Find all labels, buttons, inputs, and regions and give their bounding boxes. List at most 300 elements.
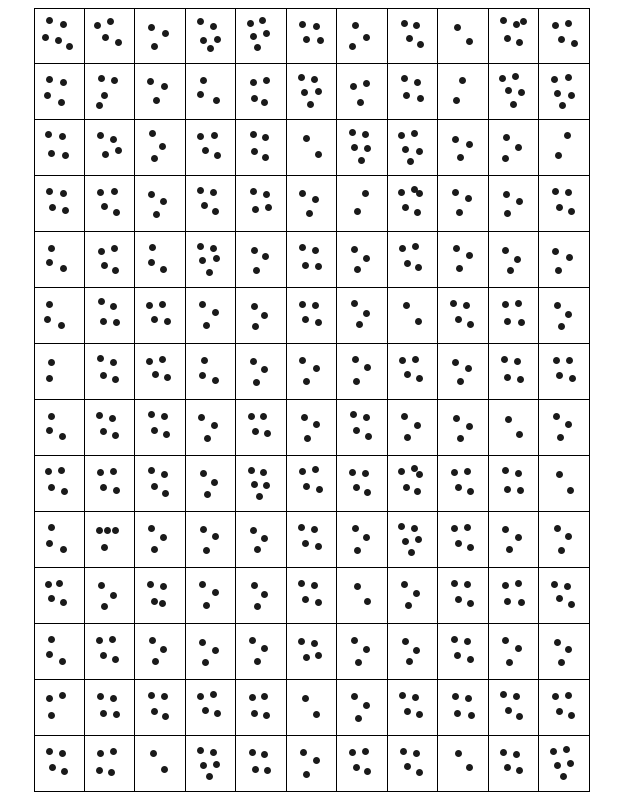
dot-mark [552,22,559,29]
dot-mark [303,654,310,661]
dot-mark [251,481,258,488]
dot-mark [210,23,217,30]
dot-cell [489,680,540,736]
dot-mark [404,371,411,378]
dot-mark [160,198,167,205]
dot-mark [453,415,460,422]
dot-mark [213,97,220,104]
dot-mark [162,30,169,37]
dot-cell [135,8,186,64]
dot-mark [211,422,218,429]
dot-mark [504,318,511,325]
dot-mark [202,147,209,154]
dot-cell [34,176,85,232]
dot-cell [388,624,439,680]
dot-cell [539,288,590,344]
dot-mark [416,769,423,776]
dot-mark [113,711,120,718]
dot-mark [251,710,258,717]
dot-mark [507,267,514,274]
dot-mark [265,204,272,211]
dot-cell [388,232,439,288]
dot-mark [452,359,459,366]
dot-mark [465,695,472,702]
dot-cell [236,512,287,568]
dot-mark [565,74,572,81]
dot-mark [501,356,508,363]
dot-mark [311,582,318,589]
dot-mark [60,265,67,272]
dot-mark [262,154,269,161]
dot-cell [186,8,237,64]
dot-mark [402,204,409,211]
dot-mark [463,302,470,309]
dot-cell [186,64,237,120]
dot-mark [402,638,409,645]
dot-mark [149,130,156,137]
dot-mark [206,773,213,780]
dot-mark [362,470,369,477]
dot-mark [505,416,512,423]
dot-mark [503,191,510,198]
dot-mark [451,525,458,532]
dot-mark [111,245,118,252]
dot-mark [412,356,419,363]
dot-cell [388,8,439,64]
dot-mark [414,422,421,429]
dot-mark [567,760,574,767]
dot-mark [516,39,523,46]
dot-mark [59,133,66,140]
dot-cell [388,512,439,568]
dot-mark [101,92,108,99]
dot-mark [363,80,370,87]
dot-cell [489,624,540,680]
dot-mark [48,712,55,719]
dot-mark [559,102,566,109]
dot-mark [452,136,459,143]
dot-mark [110,303,117,310]
dot-cell [236,120,287,176]
dot-mark [214,152,221,159]
dot-cell [489,456,540,512]
dot-mark [197,747,204,754]
dot-mark [151,483,158,490]
dot-mark [248,413,255,420]
dot-mark [249,694,256,701]
dot-mark [415,536,422,543]
dot-mark [513,21,520,28]
dot-mark [351,246,358,253]
dot-mark [558,36,565,43]
dot-mark [413,647,420,654]
dot-mark [161,693,168,700]
dot-cell [287,64,338,120]
dot-cell [287,8,338,64]
dot-cell [489,232,540,288]
dot-mark [403,484,410,491]
dot-mark [350,83,357,90]
dot-mark [49,204,56,211]
dot-mark [402,146,409,153]
dot-mark [353,484,360,491]
dot-mark [199,257,206,264]
dot-cell [135,400,186,456]
dot-mark [46,427,53,434]
dot-mark [98,298,105,305]
dot-mark [256,493,263,500]
dot-mark [46,651,53,658]
dot-mark [399,692,406,699]
dot-mark [56,580,63,587]
dot-cell [186,400,237,456]
dot-mark [312,302,319,309]
dot-cell [34,736,85,792]
dot-mark [351,144,358,151]
dot-mark [500,749,507,756]
dot-mark [262,134,269,141]
dot-cell [438,568,489,624]
dot-mark [299,301,306,308]
dot-cell [388,288,439,344]
dot-cell [186,176,237,232]
dot-mark [210,245,217,252]
dot-mark [352,22,359,29]
dot-mark [464,638,471,645]
dot-mark [151,43,158,50]
dot-mark [558,659,565,666]
dot-mark [45,581,52,588]
dot-cell [388,344,439,400]
dot-mark [301,89,308,96]
dot-mark [464,468,471,475]
dot-cell [85,568,136,624]
dot-mark [148,467,155,474]
dot-mark [516,713,523,720]
dot-cell [236,8,287,64]
dot-mark [304,435,311,442]
dot-cell [539,680,590,736]
dot-mark [251,247,258,254]
dot-mark [510,101,517,108]
dot-cell [34,288,85,344]
dot-mark [251,148,258,155]
dot-mark [101,544,108,551]
dot-mark [554,762,561,769]
dot-mark [66,43,73,50]
dot-mark [146,302,153,309]
dot-cell [337,232,388,288]
dot-cell [388,400,439,456]
dot-cell [287,400,338,456]
dot-mark [558,547,565,554]
dot-mark [456,209,463,216]
dot-mark [565,533,572,540]
dot-mark [110,359,117,366]
dot-mark [467,544,474,551]
dot-mark [100,372,107,379]
dot-cell [388,680,439,736]
dot-cell [287,176,338,232]
dot-cell [489,120,540,176]
dot-mark [250,33,257,40]
dot-mark [315,543,322,550]
dot-mark [260,413,267,420]
dot-cell [135,512,186,568]
dot-cell [539,736,590,792]
dot-mark [565,692,572,699]
dot-cell [438,232,489,288]
dot-mark [464,581,471,588]
dot-mark [159,600,166,607]
dot-cell [287,512,338,568]
dot-mark [153,211,160,218]
dot-cell [34,680,85,736]
dot-mark [403,302,410,309]
dot-cell [85,512,136,568]
dot-cell [337,288,388,344]
dot-cell [236,736,287,792]
dot-mark [250,188,257,195]
dot-mark [302,540,309,547]
dot-cell [337,624,388,680]
dot-mark [214,710,221,717]
dot-cell [287,736,338,792]
dot-mark [552,248,559,255]
dot-cell [236,232,287,288]
dot-mark [455,484,462,491]
dot-mark [500,691,507,698]
dot-mark [200,77,207,84]
dot-mark [349,749,356,756]
dot-mark [363,310,370,317]
dot-mark [515,580,522,587]
dot-mark [210,189,217,196]
dot-cell [186,288,237,344]
dot-mark [467,321,474,328]
dot-mark [161,471,168,478]
dot-cell [438,736,489,792]
dot-mark [164,318,171,325]
dot-mark [197,133,204,140]
dot-mark [199,301,206,308]
dot-mark [46,259,53,266]
dot-mark [467,656,474,663]
dot-cell [337,8,388,64]
dot-mark [552,693,559,700]
dot-mark [313,365,320,372]
dot-cell [539,120,590,176]
dot-mark [111,77,118,84]
dot-mark [454,652,461,659]
dot-mark [212,208,219,215]
dot-mark [403,92,410,99]
dot-mark [96,102,103,109]
dot-mark [518,319,525,326]
dot-mark [311,76,318,83]
dot-mark [515,300,522,307]
dot-mark [398,189,405,196]
dot-cell [85,680,136,736]
dot-mark [96,412,103,419]
dot-mark [261,99,268,106]
dot-cell [186,232,237,288]
dot-mark [358,157,365,164]
dot-mark [149,637,156,644]
dot-mark [354,583,361,590]
dot-cell [236,64,287,120]
dot-mark [353,378,360,385]
dot-mark [261,535,268,542]
dot-mark [113,209,120,216]
dot-mark [203,602,210,609]
dot-mark [457,378,464,385]
dot-mark [312,247,319,254]
dot-mark [251,303,258,310]
dot-mark [315,151,322,158]
dot-cell [34,344,85,400]
dot-mark [97,469,104,476]
dot-mark [467,600,474,607]
dot-cell [539,176,590,232]
dot-mark [512,73,519,80]
dot-mark [197,187,204,194]
dot-mark [411,525,418,532]
dot-mark [556,471,563,478]
dot-mark [201,357,208,364]
dot-mark [466,423,473,430]
dot-mark [199,581,206,588]
dot-mark [151,155,158,162]
dot-mark [197,18,204,25]
dot-mark [414,79,421,86]
dot-cell [85,288,136,344]
dot-mark [251,95,258,102]
dot-mark [303,36,310,43]
dot-cell [34,568,85,624]
dot-mark [207,45,214,52]
dot-mark [453,97,460,104]
dot-mark [299,468,306,475]
dot-mark [198,414,205,421]
dot-mark [355,659,362,666]
dot-mark [98,248,105,255]
dot-mark [556,204,563,211]
dot-mark [252,206,259,213]
dot-mark [554,302,561,309]
dot-mark [148,411,155,418]
dot-mark [353,427,360,434]
dot-mark [100,318,107,325]
dot-mark [401,413,408,420]
dot-cell [337,680,388,736]
dot-mark [550,748,557,755]
dot-mark [560,773,567,780]
dot-mark [452,693,459,700]
dot-cell [135,232,186,288]
dot-mark [313,757,320,764]
dot-cell [489,8,540,64]
dot-mark [112,376,119,383]
dot-mark [110,136,117,143]
dot-mark [150,750,157,757]
dot-mark [161,766,168,773]
dot-mark [48,484,55,491]
dot-mark [261,645,268,652]
dot-mark [299,357,306,364]
dot-mark [457,435,464,442]
dot-mark [357,99,364,106]
dot-cell [85,344,136,400]
dot-mark [362,190,369,197]
dot-cell [539,624,590,680]
dot-mark [313,23,320,30]
dot-mark [101,203,108,210]
dot-cell [438,344,489,400]
dot-mark [452,189,459,196]
dot-cell [388,456,439,512]
dot-mark [115,147,122,154]
dot-mark [60,21,67,28]
dot-cell [337,512,388,568]
dot-mark [46,695,53,702]
dot-cell [539,568,590,624]
dot-cell [388,736,439,792]
dot-mark [149,244,156,251]
dot-mark [254,546,261,553]
dot-mark [46,301,53,308]
dot-mark [398,132,405,139]
dot-mark [315,88,322,95]
dot-cell [438,8,489,64]
dot-cell [388,64,439,120]
dot-mark [298,580,305,587]
dot-mark [59,750,66,757]
dot-mark [46,17,53,24]
dot-cell [287,568,338,624]
dot-mark [413,22,420,29]
dot-mark [514,358,521,365]
dot-cell [236,176,287,232]
dot-mark [96,527,103,534]
dot-cell [34,456,85,512]
dot-mark [212,309,219,316]
dot-mark [48,413,55,420]
dot-mark [565,646,572,653]
dot-mark [516,431,523,438]
dot-mark [46,540,53,547]
dot-mark [112,267,119,274]
dot-mark [96,767,103,774]
dot-mark [261,366,268,373]
dot-mark [467,488,474,495]
dot-mark [200,37,207,44]
dot-mark [352,525,359,532]
dot-mark [553,357,560,364]
dot-mark [363,646,370,653]
dot-mark [569,375,576,382]
dot-mark [565,189,572,196]
dot-mark [44,92,51,99]
dot-mark [113,319,120,326]
dot-mark [97,189,104,196]
dot-mark [355,715,362,722]
dot-mark [302,695,309,702]
dot-cell [539,456,590,512]
dot-mark [466,38,473,45]
dot-mark [564,583,571,590]
dot-mark [151,708,158,715]
